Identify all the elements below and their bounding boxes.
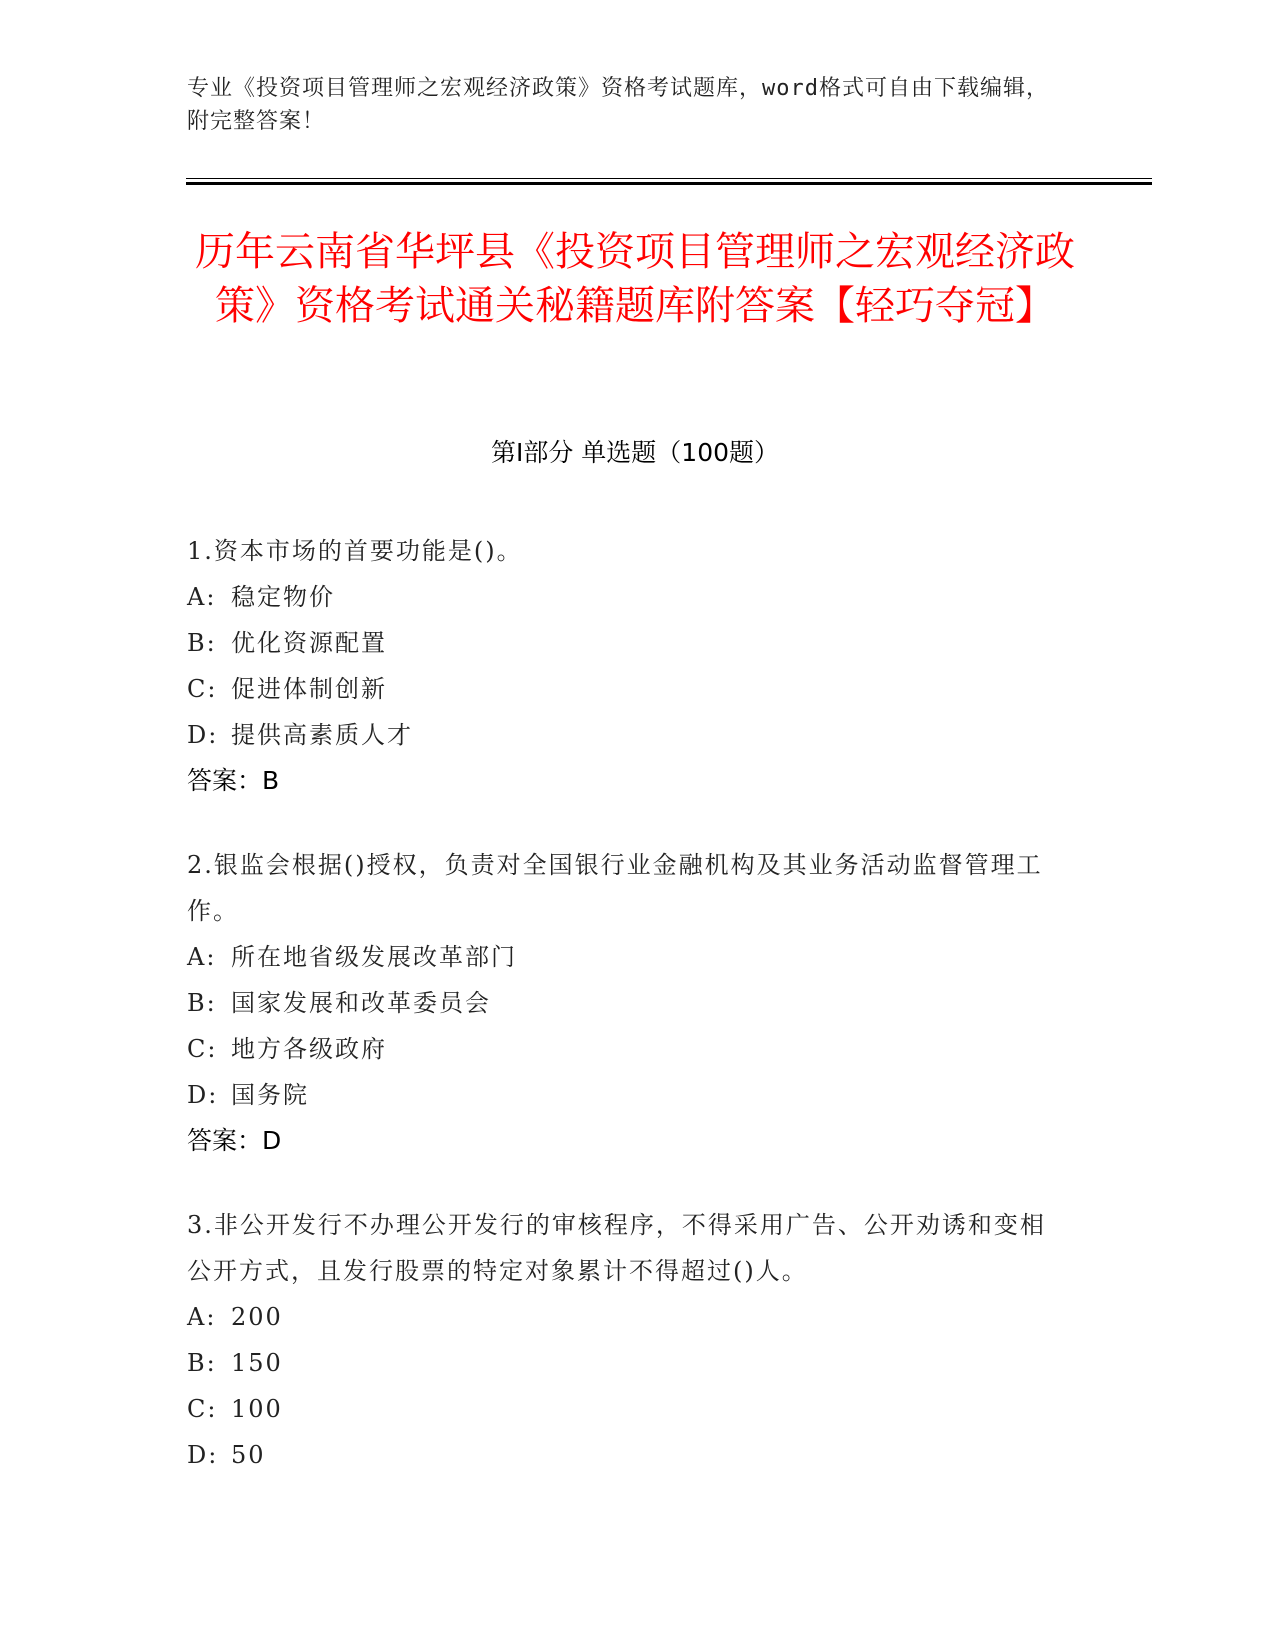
question-stem: 3.非公开发行不办理公开发行的审核程序，不得采用广告、公开劝诱和变相公开方式，且发行股票的特定对象累计不得超过()人。 xyxy=(187,1211,1046,1285)
question-1 xyxy=(187,528,1067,804)
question-2 xyxy=(187,842,1067,1164)
option-b xyxy=(187,980,1067,1026)
option-text: 地方各级政府 xyxy=(231,1035,387,1063)
option-text: 50 xyxy=(231,1441,266,1469)
option-label: B: xyxy=(187,629,217,657)
question-list xyxy=(187,528,1067,1516)
section-title: 第I部分 单选题（100题） xyxy=(490,438,780,467)
option-a xyxy=(187,934,1067,980)
option-d xyxy=(187,1432,1067,1478)
option-a xyxy=(187,1294,1067,1340)
option-b xyxy=(187,620,1067,666)
option-label: B: xyxy=(187,989,217,1017)
option-text: 促进体制创新 xyxy=(231,675,387,703)
answer-value: D xyxy=(262,1126,282,1155)
option-text: 200 xyxy=(231,1303,283,1331)
answer-prefix: 答案： xyxy=(187,766,263,795)
option-text: 提供高素质人才 xyxy=(231,721,413,749)
option-c xyxy=(187,1026,1067,1072)
option-d xyxy=(187,712,1067,758)
option-text: 100 xyxy=(231,1395,283,1423)
option-d xyxy=(187,1072,1067,1118)
option-label: B: xyxy=(187,1349,217,1377)
option-label: A: xyxy=(187,943,217,971)
answer-value: B xyxy=(262,766,280,795)
option-label: A: xyxy=(187,1303,217,1331)
header-divider-thin xyxy=(186,178,1152,179)
option-text: 150 xyxy=(231,1349,283,1377)
option-text: 国务院 xyxy=(231,1081,309,1109)
option-label: C: xyxy=(187,675,218,703)
answer-line xyxy=(187,1118,1067,1164)
option-c xyxy=(187,666,1067,712)
option-b xyxy=(187,1340,1067,1386)
option-label: D: xyxy=(187,1441,219,1469)
option-label: D: xyxy=(187,1081,219,1109)
option-label: C: xyxy=(187,1035,218,1063)
option-text: 国家发展和改革委员会 xyxy=(231,989,491,1017)
answer-line xyxy=(187,758,1067,804)
option-label: C: xyxy=(187,1395,218,1423)
option-text: 优化资源配置 xyxy=(231,629,387,657)
option-c xyxy=(187,1386,1067,1432)
question-stem: 2.银监会根据()授权，负责对全国银行业金融机构及其业务活动监督管理工作。 xyxy=(187,851,1043,925)
document-title: 历年云南省华坪县《投资项目管理师之宏观经济政策》资格考试通关秘籍题库附答案【轻巧夺冠】 xyxy=(195,229,1075,329)
option-text: 所在地省级发展改革部门 xyxy=(231,943,517,971)
option-a xyxy=(187,574,1067,620)
answer-prefix: 答案： xyxy=(187,1126,263,1155)
header-note: 专业《投资项目管理师之宏观经济政策》资格考试题库，word格式可自由下载编辑，附完整答案！ xyxy=(187,76,1049,134)
option-text: 稳定物价 xyxy=(231,583,335,611)
header-divider-thick xyxy=(186,182,1152,185)
option-label: A: xyxy=(187,583,217,611)
option-label: D: xyxy=(187,721,219,749)
question-3 xyxy=(187,1202,1067,1478)
question-stem: 1.资本市场的首要功能是()。 xyxy=(187,537,523,565)
